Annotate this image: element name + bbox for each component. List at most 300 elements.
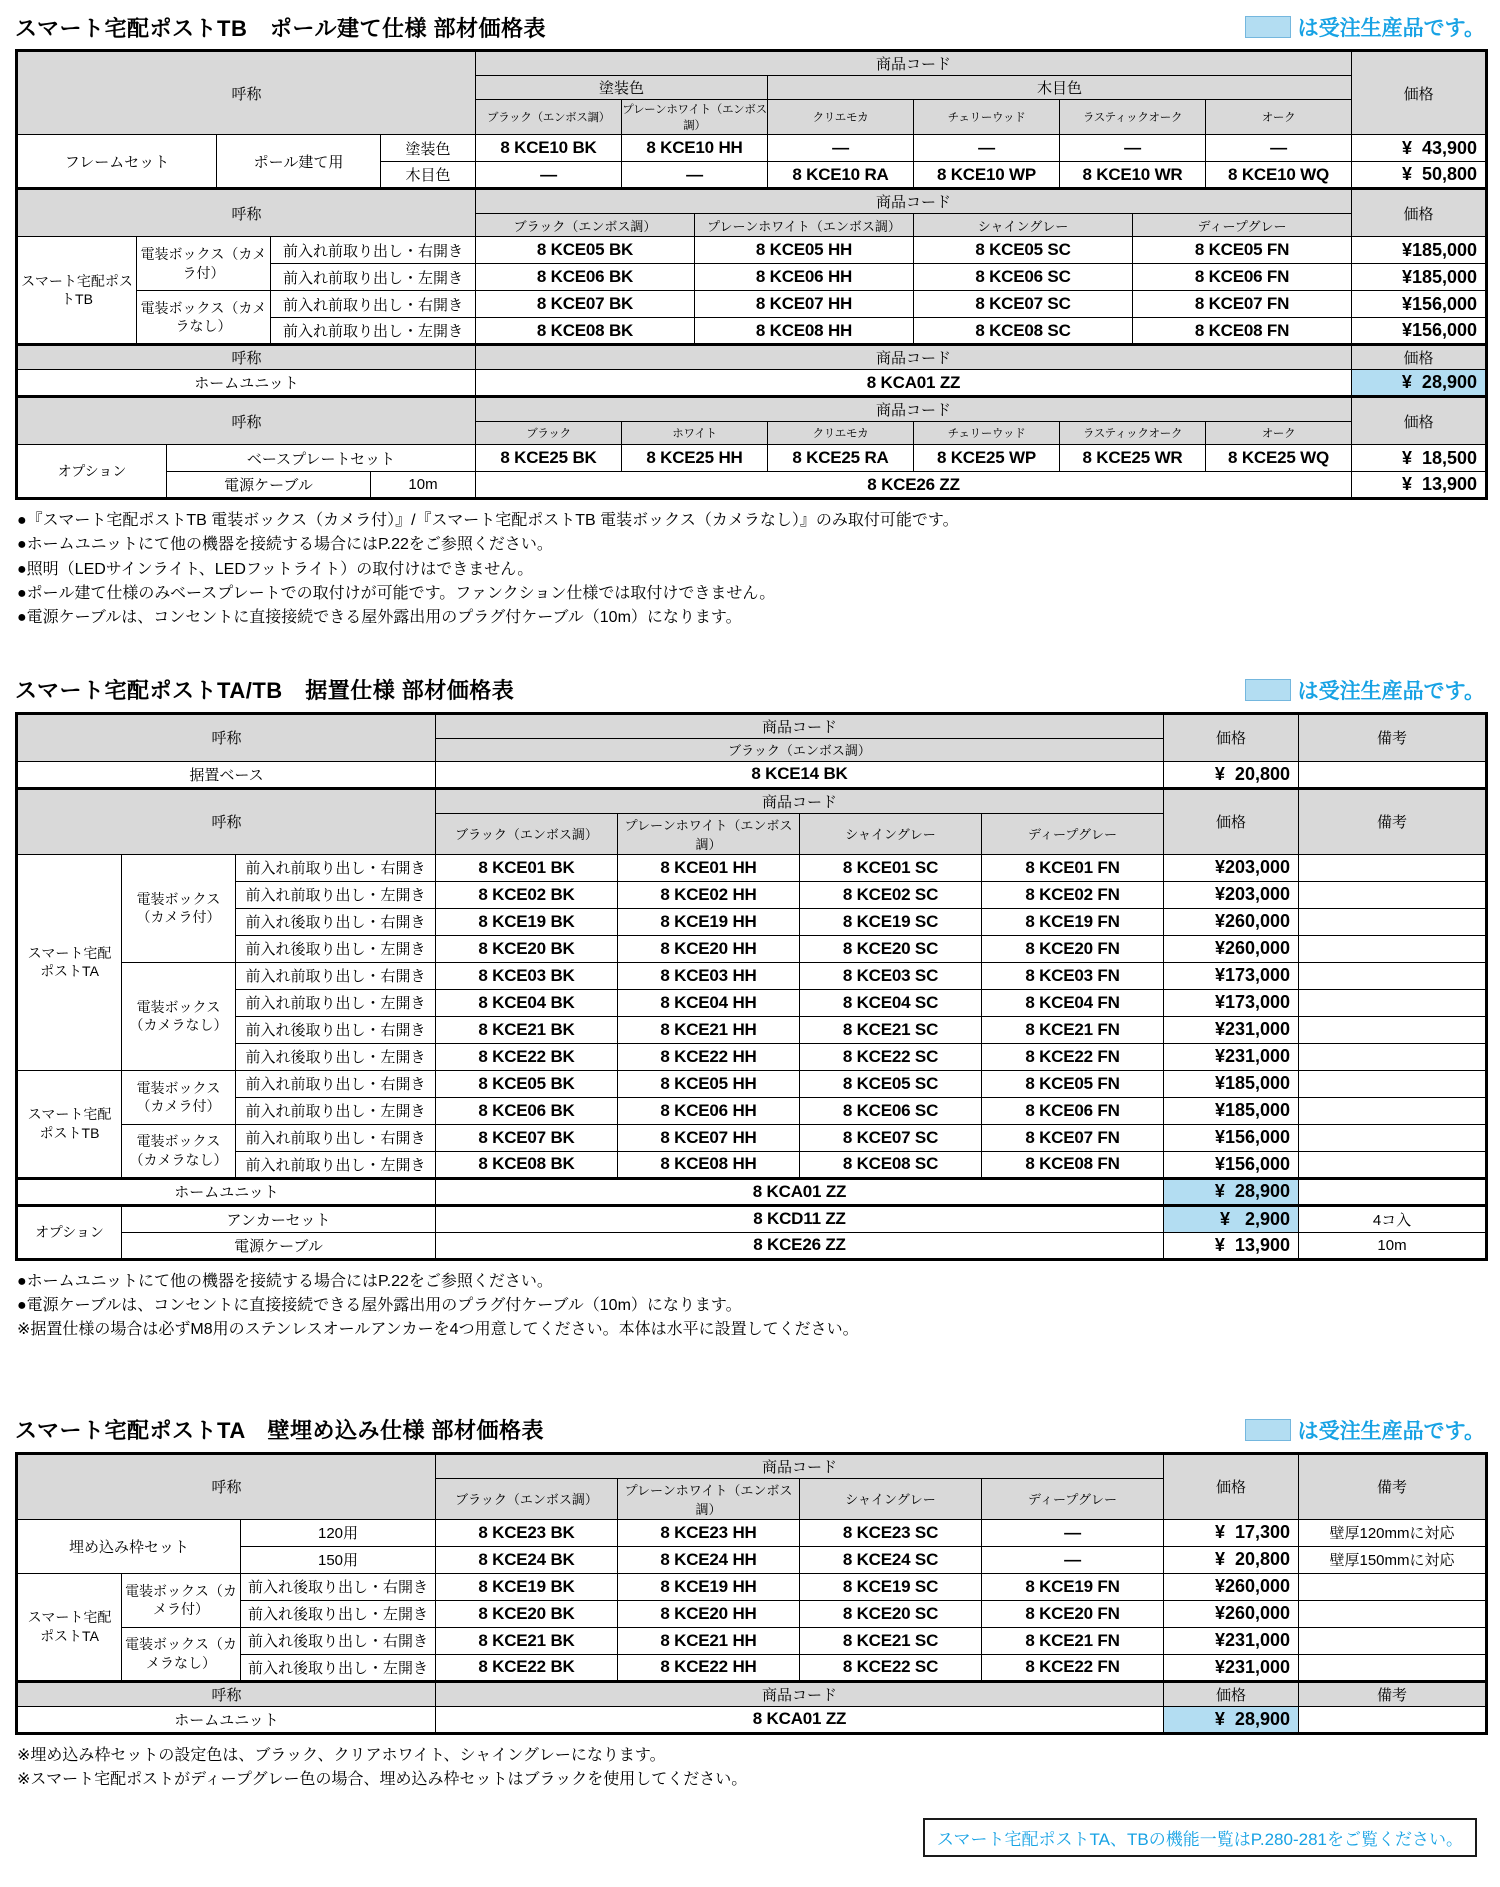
opening-cell: 前入れ前取り出し・左開き: [236, 1151, 436, 1178]
group-cell: スマート宅配ポストTA: [17, 1573, 122, 1681]
table3-title: スマート宅配ポストTA 壁埋め込み仕様 部材価格表: [15, 1418, 545, 1443]
color-header: チェリーウッド: [914, 422, 1060, 445]
color-header: プレーンホワイト（エンボス調）: [622, 100, 768, 135]
code-cell: 8 KCE02 HH: [618, 881, 800, 908]
length-cell: 10m: [371, 472, 476, 499]
opening-cell: 前入れ前取り出し・右開き: [271, 291, 476, 318]
code-header: 商品コード: [476, 397, 1352, 422]
table-row: [17, 237, 1487, 264]
code-cell: 8 KCE08 BK: [436, 1151, 618, 1178]
table-row: [17, 1627, 1487, 1654]
code-cell: 8 KCE06 HH: [695, 264, 914, 291]
legend-label: は受注生産品です。: [1297, 679, 1485, 703]
table1-notes: [17, 509, 1485, 631]
code-cell: 8 KCE25 WP: [914, 445, 1060, 472]
price-cell-highlighted: ¥ 2,900: [1164, 1205, 1299, 1232]
table2-title: スマート宅配ポストTA/TB 据置仕様 部材価格表: [15, 678, 515, 704]
t1-frame-set-section: [15, 49, 1488, 190]
code-cell: 8 KCE01 HH: [618, 854, 800, 881]
code-cell: 8 KCE24 HH: [618, 1546, 800, 1573]
made-to-order-legend: [1245, 1415, 1485, 1445]
item-cell: ホームユニット: [17, 1706, 436, 1733]
remark-cell: [1299, 1151, 1487, 1178]
code-cell: 8 KCE06 HH: [618, 1097, 800, 1124]
remark-cell: [1299, 1070, 1487, 1097]
table-row: [17, 935, 1487, 962]
opening-cell: 前入れ前取り出し・左開き: [236, 881, 436, 908]
code-cell: 8 KCE01 FN: [982, 854, 1164, 881]
note-line: ●ポール建て仕様のみベースプレートでの取付けが可能です。ファンクション仕様では取付けできません。: [17, 584, 776, 602]
code-cell: 8 KCE03 BK: [436, 962, 618, 989]
remark-cell: 4コ入: [1299, 1205, 1487, 1232]
size-cell: 150用: [241, 1546, 436, 1573]
remark-cell: [1299, 989, 1487, 1016]
code-header: 商品コード: [476, 345, 1352, 370]
table3-title-row: [15, 1415, 1485, 1445]
remark-cell: [1299, 1124, 1487, 1151]
code-cell: 8 KCE03 HH: [618, 962, 800, 989]
item-cell: 据置ベース: [17, 761, 436, 788]
opening-cell: 前入れ後取り出し・左開き: [236, 935, 436, 962]
remark-cell: [1299, 1706, 1487, 1733]
opening-cell: 前入れ前取り出し・左開き: [271, 318, 476, 345]
table-row: [17, 1573, 1487, 1600]
price-cell: ¥ 18,500: [1352, 445, 1487, 472]
code-cell: 8 KCE23 BK: [436, 1519, 618, 1546]
table3-notes: [17, 1744, 1485, 1793]
price-cell: ¥260,000: [1164, 1573, 1299, 1600]
code-cell: 8 KCE19 HH: [618, 908, 800, 935]
remark-cell: [1299, 1573, 1487, 1600]
table-row: [17, 1232, 1487, 1259]
code-cell: 8 KCE05 SC: [800, 1070, 982, 1097]
note-line: ※埋め込み枠セットの設定色は、ブラック、クリアホワイト、シャイングレーになります。: [17, 1746, 666, 1764]
opening-cell: 前入れ前取り出し・右開き: [236, 962, 436, 989]
code-cell: —: [622, 162, 768, 189]
code-cell: 8 KCE21 SC: [800, 1016, 982, 1043]
price-cell: ¥ 43,900: [1352, 135, 1487, 162]
price-header: 価格: [1352, 397, 1487, 445]
legend-swatch: [1245, 679, 1291, 701]
table-row: [17, 1124, 1487, 1151]
code-cell: 8 KCE25 HH: [622, 445, 768, 472]
table-row: [17, 1178, 1487, 1205]
code-cell: 8 KCE08 HH: [618, 1151, 800, 1178]
opening-cell: 前入れ後取り出し・右開き: [236, 908, 436, 935]
code-cell: 8 KCE22 BK: [436, 1654, 618, 1681]
code-cell: 8 KCE21 FN: [982, 1016, 1164, 1043]
code-cell: 8 KCE06 FN: [1133, 264, 1352, 291]
code-cell: 8 KCE06 SC: [800, 1097, 982, 1124]
code-cell: 8 KCE08 BK: [476, 318, 695, 345]
remark-cell: [1299, 908, 1487, 935]
t1-options-section: [15, 395, 1488, 500]
table1-title-row: [15, 12, 1485, 42]
price-cell: ¥173,000: [1164, 962, 1299, 989]
use-cell: ポール建て用: [217, 135, 381, 189]
opening-cell: 前入れ後取り出し・左開き: [236, 1043, 436, 1070]
code-cell: 8 KCE07 HH: [695, 291, 914, 318]
price-cell: ¥185,000: [1164, 1070, 1299, 1097]
color-header: シャイングレー: [800, 813, 982, 854]
group-cell: スマート宅配ポストTB: [17, 1070, 122, 1178]
code-cell: 8 KCE25 BK: [476, 445, 622, 472]
table2-notes: [17, 1270, 1485, 1343]
code-cell: 8 KCE04 FN: [982, 989, 1164, 1016]
code-cell: 8 KCE19 FN: [982, 908, 1164, 935]
code-cell: —: [768, 135, 914, 162]
legend-label: は受注生産品です。: [1297, 17, 1485, 40]
size-cell: 120用: [241, 1519, 436, 1546]
item-cell: ホームユニット: [17, 1178, 436, 1205]
opening-cell: 前入れ前取り出し・左開き: [236, 989, 436, 1016]
label-cell: 電源ケーブル: [122, 1232, 436, 1259]
price-cell: ¥231,000: [1164, 1627, 1299, 1654]
code-cell: 8 KCE08 HH: [695, 318, 914, 345]
code-cell: 8 KCE06 SC: [914, 264, 1133, 291]
code-cell: 8 KCE08 SC: [800, 1151, 982, 1178]
code-cell: 8 KCA01 ZZ: [476, 370, 1352, 397]
color-header: ホワイト: [622, 422, 768, 445]
price-header: 価格: [1164, 1681, 1299, 1706]
code-cell: 8 KCE07 SC: [914, 291, 1133, 318]
price-cell: ¥260,000: [1164, 908, 1299, 935]
box-cell: 電装ボックス（カメラなし）: [122, 962, 236, 1070]
item-cell: ホームユニット: [17, 370, 476, 397]
table-row: [17, 1016, 1487, 1043]
code-cell: 8 KCE22 HH: [618, 1043, 800, 1070]
code-cell: 8 KCE25 WQ: [1206, 445, 1352, 472]
t1-home-unit-section: [15, 343, 1488, 398]
opening-cell: 前入れ後取り出し・右開き: [241, 1627, 436, 1654]
price-cell: ¥156,000: [1164, 1124, 1299, 1151]
note-line: ●電源ケーブルは、コンセントに直接接続できる屋外露出用のプラグ付ケーブル（10m）になります。: [17, 1296, 742, 1314]
code-cell: 8 KCE05 BK: [436, 1070, 618, 1097]
code-cell: 8 KCE08 FN: [1133, 318, 1352, 345]
type-cell: 木目色: [381, 162, 476, 189]
table-row: [17, 370, 1487, 397]
remark-cell: [1299, 1016, 1487, 1043]
opening-cell: 前入れ前取り出し・左開き: [236, 1097, 436, 1124]
code-cell: —: [1206, 135, 1352, 162]
group-cell: オプション: [17, 445, 167, 499]
price-cell: ¥231,000: [1164, 1043, 1299, 1070]
color-header: オーク: [1206, 422, 1352, 445]
code-cell: 8 KCE21 HH: [618, 1627, 800, 1654]
color-header: ブラック（エンボス調）: [476, 214, 695, 237]
type-cell: 塗装色: [381, 135, 476, 162]
code-cell: 8 KCE21 BK: [436, 1016, 618, 1043]
item-cell: 埋め込み枠セット: [17, 1519, 241, 1573]
code-cell: 8 KCE07 BK: [476, 291, 695, 318]
table-row: [17, 1706, 1487, 1733]
label-cell: アンカーセット: [122, 1205, 436, 1232]
code-cell: 8 KCE04 SC: [800, 989, 982, 1016]
price-cell: ¥260,000: [1164, 935, 1299, 962]
code-cell: —: [982, 1546, 1164, 1573]
remark-cell: [1299, 1097, 1487, 1124]
price-cell: ¥231,000: [1164, 1654, 1299, 1681]
price-header: 価格: [1352, 189, 1487, 237]
code-header: 商品コード: [436, 713, 1164, 738]
opening-cell: 前入れ前取り出し・右開き: [236, 1070, 436, 1097]
code-cell: 8 KCE07 FN: [1133, 291, 1352, 318]
group-cell: スマート宅配ポストTB: [17, 237, 137, 345]
price-cell: ¥ 17,300: [1164, 1519, 1299, 1546]
box-cell: 電装ボックス（カメラなし）: [122, 1627, 241, 1681]
price-cell: ¥231,000: [1164, 1016, 1299, 1043]
name-header: 呼称: [17, 51, 476, 135]
name-header: 呼称: [17, 1681, 436, 1706]
code-cell: 8 KCE10 WP: [914, 162, 1060, 189]
t3-home-unit-section: [15, 1680, 1488, 1735]
table-row: [17, 989, 1487, 1016]
group-cell: スマート宅配ポストTA: [17, 854, 122, 1070]
code-cell: 8 KCE02 BK: [436, 881, 618, 908]
remark-cell: [1299, 761, 1487, 788]
color-header: ブラック: [476, 422, 622, 445]
code-cell: 8 KCE05 FN: [982, 1070, 1164, 1097]
name-header: 呼称: [17, 189, 476, 237]
table-row: [17, 1151, 1487, 1178]
item-cell: フレームセット: [17, 135, 217, 189]
color-header: シャイングレー: [914, 214, 1133, 237]
box-cell: 電装ボックス（カメラ付）: [122, 1070, 236, 1124]
opening-cell: 前入れ後取り出し・右開き: [241, 1573, 436, 1600]
box-cell: 電装ボックス（カメラ付）: [137, 237, 271, 291]
price-header: 価格: [1164, 713, 1299, 761]
price-cell: ¥ 20,800: [1164, 1546, 1299, 1573]
price-cell: ¥203,000: [1164, 881, 1299, 908]
box-cell: 電装ボックス（カメラ付）: [122, 854, 236, 962]
price-cell: ¥156,000: [1352, 318, 1487, 345]
code-cell: 8 KCE02 SC: [800, 881, 982, 908]
legend-swatch: [1245, 16, 1291, 38]
color-header: チェリーウッド: [914, 100, 1060, 135]
note-line: ※スマート宅配ポストがディープグレー色の場合、埋め込み枠セットはブラックを使用してください。: [17, 1770, 748, 1788]
table-row: [17, 291, 1487, 318]
t2-home-unit-section: [15, 1177, 1488, 1207]
remark-cell: [1299, 1178, 1487, 1205]
table-row: [17, 135, 1487, 162]
code-header: 商品コード: [476, 51, 1352, 76]
color-header: ブラック（エンボス調）: [436, 1478, 618, 1519]
wood-color-header: 木目色: [768, 76, 1352, 100]
code-header: 商品コード: [436, 788, 1164, 813]
code-cell: 8 KCE10 BK: [476, 135, 622, 162]
code-cell: 8 KCE02 FN: [982, 881, 1164, 908]
opening-cell: 前入れ後取り出し・右開き: [236, 1016, 436, 1043]
code-cell: 8 KCE20 HH: [618, 1600, 800, 1627]
remark-cell: [1299, 1043, 1487, 1070]
name-header: 呼称: [17, 397, 476, 445]
note-line: ●ホームユニットにて他の機器を接続する場合にはP.22をご参照ください。: [17, 1272, 553, 1290]
remark-cell: 壁厚150mmに対応: [1299, 1546, 1487, 1573]
color-header: ディープグレー: [982, 813, 1164, 854]
code-cell: 8 KCE22 SC: [800, 1654, 982, 1681]
price-cell: ¥260,000: [1164, 1600, 1299, 1627]
code-cell: 8 KCE20 FN: [982, 935, 1164, 962]
code-cell: 8 KCE19 FN: [982, 1573, 1164, 1600]
color-header: プレーンホワイト（エンボス調）: [695, 214, 914, 237]
code-cell: 8 KCE06 BK: [476, 264, 695, 291]
name-header: 呼称: [17, 345, 476, 370]
table-row: [17, 881, 1487, 908]
color-header: ディープグレー: [1133, 214, 1352, 237]
price-cell: ¥156,000: [1352, 291, 1487, 318]
code-cell: —: [1060, 135, 1206, 162]
note-header: 備考: [1299, 1453, 1487, 1519]
code-cell: 8 KCE21 FN: [982, 1627, 1164, 1654]
label-cell: ベースプレートセット: [167, 445, 476, 472]
code-cell: 8 KCE26 ZZ: [476, 472, 1352, 499]
price-cell: ¥185,000: [1352, 237, 1487, 264]
table-row: [17, 1519, 1487, 1546]
note-line: ●ホームユニットにて他の機器を接続する場合にはP.22をご参照ください。: [17, 536, 553, 554]
code-cell: 8 KCE26 ZZ: [436, 1232, 1164, 1259]
legend-label: は受注生産品です。: [1297, 1419, 1485, 1443]
table-row: [17, 1097, 1487, 1124]
price-cell: ¥ 50,800: [1352, 162, 1487, 189]
table-row: [17, 1043, 1487, 1070]
price-cell: ¥185,000: [1164, 1097, 1299, 1124]
price-header: 価格: [1164, 1453, 1299, 1519]
note-line: ※据置仕様の場合は必ずM8用のステンレスオールアンカーを4つ用意してください。本体は水平に設置してください。: [17, 1321, 859, 1339]
code-cell: 8 KCE08 FN: [982, 1151, 1164, 1178]
code-cell: 8 KCE08 SC: [914, 318, 1133, 345]
remark-cell: [1299, 935, 1487, 962]
remark-cell: 壁厚120mmに対応: [1299, 1519, 1487, 1546]
code-cell: 8 KCE20 BK: [436, 935, 618, 962]
name-header: 呼称: [17, 788, 436, 854]
t3-frame-and-boxes-section: [15, 1452, 1488, 1683]
code-cell: 8 KCE10 HH: [622, 135, 768, 162]
code-cell: 8 KCE03 SC: [800, 962, 982, 989]
code-cell: 8 KCE10 RA: [768, 162, 914, 189]
table-row: [17, 445, 1487, 472]
code-cell: 8 KCE05 BK: [476, 237, 695, 264]
color-header: プレーンホワイト（エンボス調）: [618, 813, 800, 854]
code-cell: 8 KCE06 FN: [982, 1097, 1164, 1124]
code-cell: —: [982, 1519, 1164, 1546]
code-cell: 8 KCE05 HH: [695, 237, 914, 264]
color-header: クリエモカ: [768, 422, 914, 445]
code-cell: —: [476, 162, 622, 189]
code-cell: 8 KCE10 WQ: [1206, 162, 1352, 189]
code-cell: 8 KCE20 FN: [982, 1600, 1164, 1627]
name-header: 呼称: [17, 713, 436, 761]
code-cell: 8 KCE19 SC: [800, 908, 982, 935]
price-cell: ¥203,000: [1164, 854, 1299, 881]
color-header: ラスティックオーク: [1060, 422, 1206, 445]
code-cell: 8 KCE21 HH: [618, 1016, 800, 1043]
code-cell: 8 KCD11 ZZ: [436, 1205, 1164, 1232]
table-row: [17, 962, 1487, 989]
made-to-order-legend: [1245, 675, 1485, 705]
label-cell: 電源ケーブル: [167, 472, 371, 499]
t2-base-section: [15, 712, 1488, 790]
color-header: ブラック（エンボス調）: [476, 100, 622, 135]
code-cell: 8 KCE01 SC: [800, 854, 982, 881]
code-cell: 8 KCE07 BK: [436, 1124, 618, 1151]
color-header: シャイングレー: [800, 1478, 982, 1519]
opening-cell: 前入れ前取り出し・右開き: [236, 1124, 436, 1151]
code-cell: 8 KCE03 FN: [982, 962, 1164, 989]
code-cell: 8 KCE22 BK: [436, 1043, 618, 1070]
footer-row: [15, 1818, 1477, 1857]
code-cell: 8 KCE20 BK: [436, 1600, 618, 1627]
table-row: [17, 1205, 1487, 1232]
price-cell-highlighted: ¥ 28,900: [1164, 1706, 1299, 1733]
color-header: ブラック（エンボス調）: [436, 738, 1164, 761]
remark-cell: [1299, 962, 1487, 989]
code-cell: 8 KCE22 FN: [982, 1043, 1164, 1070]
table2-title-row: [15, 675, 1485, 705]
code-cell: 8 KCE20 SC: [800, 935, 982, 962]
code-cell: 8 KCE19 BK: [436, 908, 618, 935]
table-row: [17, 1070, 1487, 1097]
color-header: ブラック（エンボス調）: [436, 813, 618, 854]
code-cell: 8 KCE24 SC: [800, 1546, 982, 1573]
color-header: プレーンホワイト（エンボス調）: [618, 1478, 800, 1519]
note-line: ●電源ケーブルは、コンセントに直接接続できる屋外露出用のプラグ付ケーブル（10m）になります。: [17, 609, 742, 627]
code-cell: 8 KCE05 FN: [1133, 237, 1352, 264]
table-row: [17, 908, 1487, 935]
table-row: [17, 761, 1487, 788]
note-header: 備考: [1299, 1681, 1487, 1706]
box-cell: 電装ボックス（カメラ付）: [122, 1573, 241, 1627]
code-cell: 8 KCE01 BK: [436, 854, 618, 881]
made-to-order-legend: [1245, 12, 1485, 42]
table1-title: スマート宅配ポストTB ポール建て仕様 部材価格表: [15, 15, 547, 41]
code-cell: 8 KCE07 FN: [982, 1124, 1164, 1151]
code-cell: 8 KCE24 BK: [436, 1546, 618, 1573]
code-cell: 8 KCA01 ZZ: [436, 1178, 1164, 1205]
legend-swatch: [1245, 1419, 1291, 1441]
paint-color-header: 塗装色: [476, 76, 768, 100]
box-cell: 電装ボックス（カメラなし）: [137, 291, 271, 345]
code-cell: 8 KCE19 SC: [800, 1573, 982, 1600]
code-cell: —: [914, 135, 1060, 162]
code-cell: 8 KCE04 HH: [618, 989, 800, 1016]
price-cell: ¥ 20,800: [1164, 761, 1299, 788]
code-cell: 8 KCE19 BK: [436, 1573, 618, 1600]
code-cell: 8 KCE10 WR: [1060, 162, 1206, 189]
color-header: クリエモカ: [768, 100, 914, 135]
note-header: 備考: [1299, 788, 1487, 854]
code-cell: 8 KCE22 HH: [618, 1654, 800, 1681]
opening-cell: 前入れ後取り出し・左開き: [241, 1654, 436, 1681]
code-cell: 8 KCE21 BK: [436, 1627, 618, 1654]
note-line: ●『スマート宅配ポストTB 電装ボックス（カメラ付）』/『スマート宅配ポストTB 電装ボックス（カメラなし）』のみ取付可能です。: [17, 512, 959, 529]
note-line: ●照明（LEDサインライト、LEDフットライト）の取付けはできません。: [17, 560, 534, 578]
price-cell: ¥156,000: [1164, 1151, 1299, 1178]
price-header: 価格: [1352, 345, 1487, 370]
remark-cell: [1299, 854, 1487, 881]
footer-note-box: スマート宅配ポストTA、TBの機能一覧はP.280-281をご覧ください。: [923, 1818, 1477, 1857]
note-header: 備考: [1299, 713, 1487, 761]
color-header: オーク: [1206, 100, 1352, 135]
code-cell: 8 KCE20 SC: [800, 1600, 982, 1627]
t2-options-section: [15, 1204, 1488, 1261]
code-cell: 8 KCE05 SC: [914, 237, 1133, 264]
code-cell: 8 KCE04 BK: [436, 989, 618, 1016]
color-header: ディープグレー: [982, 1478, 1164, 1519]
remark-cell: [1299, 1654, 1487, 1681]
price-header: 価格: [1164, 788, 1299, 854]
opening-cell: 前入れ前取り出し・右開き: [236, 854, 436, 881]
code-cell: 8 KCE19 HH: [618, 1573, 800, 1600]
